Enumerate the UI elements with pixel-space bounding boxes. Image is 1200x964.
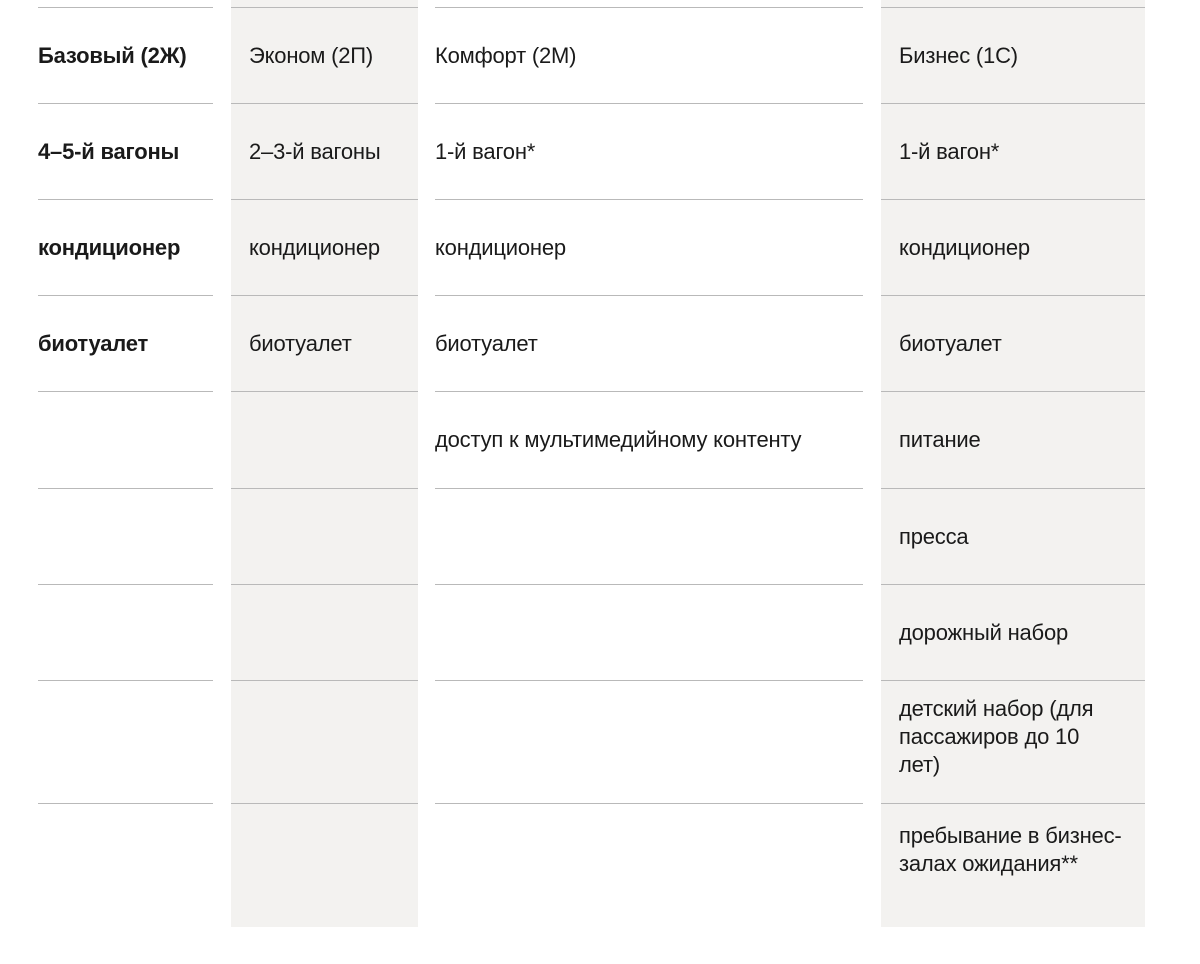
feature-cell	[881, 680, 1145, 804]
feature-label: 4–5-й вагоны	[38, 139, 180, 164]
feature-cell	[881, 391, 1145, 488]
feature-label: кондиционер	[249, 235, 380, 260]
column-header-label: Комфорт (2М)	[435, 43, 577, 68]
feature-cell	[231, 488, 418, 585]
column-basic	[38, 0, 213, 930]
feature-cell	[881, 488, 1145, 585]
column-header-label: Базовый (2Ж)	[38, 43, 187, 68]
column-header-label: Эконом (2П)	[249, 43, 374, 68]
feature-label: детский набор (для пассажиров до 10 лет)	[899, 696, 1094, 777]
feature-label: питание	[899, 427, 981, 452]
feature-label: пресса	[899, 524, 969, 549]
feature-label: дорожный набор	[899, 620, 1069, 645]
feature-label: биотуалет	[249, 331, 352, 356]
column-economy	[231, 0, 418, 927]
feature-cell	[435, 391, 863, 488]
feature-cell	[435, 584, 863, 681]
feature-label: биотуалет	[38, 331, 149, 356]
feature-cell	[38, 103, 213, 200]
feature-cell	[881, 199, 1145, 296]
feature-cell	[435, 680, 863, 804]
column-header	[435, 7, 863, 104]
feature-cell	[881, 803, 1145, 927]
feature-cell	[231, 391, 418, 488]
feature-cell	[231, 103, 418, 200]
feature-label: 1-й вагон*	[899, 139, 1000, 164]
feature-cell	[38, 199, 213, 296]
feature-label: кондиционер	[38, 235, 181, 260]
feature-cell	[38, 391, 213, 488]
feature-cell	[435, 803, 863, 930]
feature-cell	[231, 803, 418, 927]
feature-cell	[881, 584, 1145, 681]
feature-cell	[435, 488, 863, 585]
column-comfort	[435, 0, 863, 930]
feature-label: биотуалет	[899, 331, 1002, 356]
feature-cell	[231, 680, 418, 804]
feature-cell	[38, 680, 213, 804]
feature-label: 1-й вагон*	[435, 139, 536, 164]
column-header	[231, 7, 418, 104]
feature-label: биотуалет	[435, 331, 538, 356]
feature-cell	[38, 584, 213, 681]
column-header	[881, 7, 1145, 104]
feature-cell	[435, 199, 863, 296]
feature-cell	[231, 295, 418, 392]
feature-cell	[231, 199, 418, 296]
feature-cell	[881, 295, 1145, 392]
feature-cell	[881, 103, 1145, 200]
column-header	[38, 7, 213, 104]
feature-label: 2–3-й вагоны	[249, 139, 381, 164]
feature-label: кондиционер	[899, 235, 1030, 260]
feature-cell	[231, 584, 418, 681]
feature-label: доступ к мультимедийному контенту	[435, 427, 802, 452]
feature-label: кондиционер	[435, 235, 566, 260]
feature-cell	[435, 295, 863, 392]
feature-label: пребывание в бизнес-залах ожидания**	[899, 823, 1122, 876]
feature-cell	[435, 103, 863, 200]
column-business	[881, 0, 1145, 927]
feature-cell	[38, 295, 213, 392]
feature-cell	[38, 488, 213, 585]
column-header-label: Бизнес (1С)	[899, 43, 1018, 68]
feature-cell	[38, 803, 213, 930]
